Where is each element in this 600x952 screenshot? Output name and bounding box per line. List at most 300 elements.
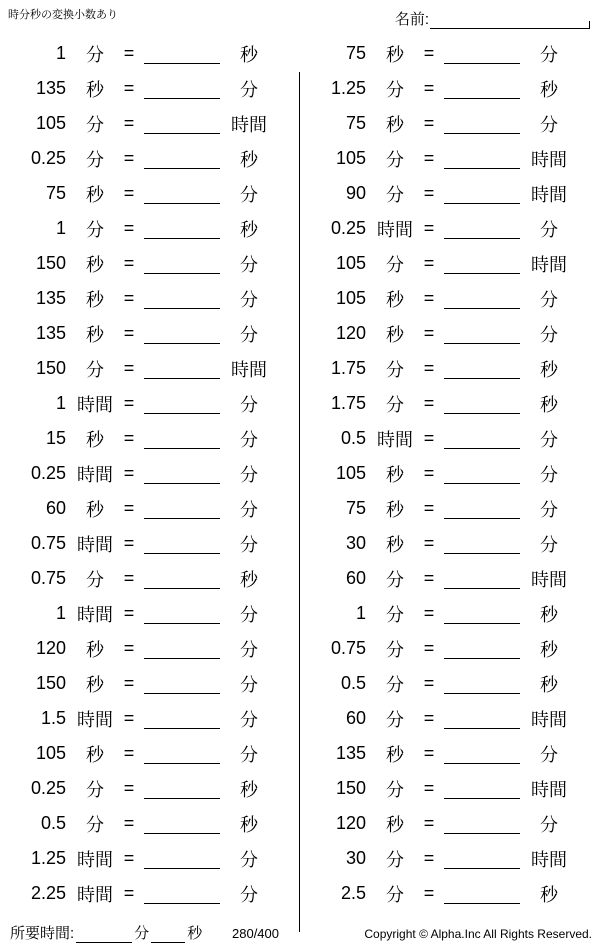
- problem-value: 150: [35, 358, 66, 378]
- problem-unit: 分: [86, 149, 104, 170]
- answer-unit: 分: [240, 184, 258, 205]
- answer-unit: 秒: [240, 149, 258, 170]
- answer-input-line[interactable]: [444, 464, 520, 484]
- answer-input-line[interactable]: [444, 114, 520, 134]
- answer-input-line[interactable]: [144, 149, 220, 169]
- answer-unit: 分: [240, 464, 258, 485]
- answer-unit: 秒: [540, 884, 558, 905]
- problem-value: 0.25: [30, 778, 66, 798]
- problem-value: 120: [35, 638, 66, 658]
- equals-sign: =: [423, 288, 435, 308]
- answer-input-line[interactable]: [444, 184, 520, 204]
- answer-input-line[interactable]: [144, 709, 220, 729]
- problem-row: [300, 806, 600, 841]
- answer-unit: 分: [240, 604, 258, 625]
- problem-unit: 時間: [377, 219, 413, 240]
- problem-unit: 秒: [86, 184, 104, 205]
- answer-unit: 時間: [531, 254, 567, 275]
- problem-row: [300, 281, 600, 316]
- problem-row: [0, 666, 300, 701]
- equals-sign: =: [123, 43, 135, 63]
- problem-value: 90: [345, 183, 366, 203]
- answer-unit: 分: [240, 324, 258, 345]
- problem-unit: 分: [386, 359, 404, 380]
- problem-row: [300, 141, 600, 176]
- time-taken-label: 所要時間:: [10, 925, 75, 942]
- equals-sign: =: [123, 358, 135, 378]
- answer-input-line[interactable]: [144, 289, 220, 309]
- equals-sign: =: [423, 778, 435, 798]
- problem-value: 1: [355, 603, 366, 623]
- answer-unit: 分: [540, 429, 558, 450]
- worksheet-footer: [0, 914, 600, 952]
- answer-unit: 秒: [240, 569, 258, 590]
- problem-row: [0, 386, 300, 421]
- answer-unit: 秒: [540, 79, 558, 100]
- answer-input-line[interactable]: [144, 464, 220, 484]
- problem-value: 135: [35, 78, 66, 98]
- problem-value: 75: [345, 498, 366, 518]
- answer-input-line[interactable]: [144, 219, 220, 239]
- problem-value: 1.5: [40, 708, 66, 728]
- answer-input-line[interactable]: [144, 884, 220, 904]
- problem-unit: 時間: [77, 849, 113, 870]
- problem-row: [0, 421, 300, 456]
- answer-unit: 時間: [231, 359, 267, 380]
- problem-row: [300, 596, 600, 631]
- problem-unit: 秒: [86, 289, 104, 310]
- answer-input-line[interactable]: [444, 569, 520, 589]
- problem-unit: 秒: [386, 44, 404, 65]
- problem-value: 0.5: [340, 673, 366, 693]
- equals-sign: =: [423, 428, 435, 448]
- problem-value: 105: [335, 288, 366, 308]
- answer-input-line[interactable]: [444, 44, 520, 64]
- problem-row: [0, 841, 300, 876]
- problem-unit: 秒: [386, 814, 404, 835]
- answer-unit: 分: [540, 44, 558, 65]
- problem-unit: 分: [386, 849, 404, 870]
- problem-row: [0, 36, 300, 71]
- problem-row: [0, 316, 300, 351]
- problem-value: 0.25: [30, 463, 66, 483]
- problem-value: 120: [335, 323, 366, 343]
- answer-unit: 分: [240, 534, 258, 555]
- problem-row: [300, 71, 600, 106]
- problem-unit: 秒: [86, 429, 104, 450]
- answer-unit: 分: [540, 464, 558, 485]
- problem-unit: 分: [386, 254, 404, 275]
- answer-input-line[interactable]: [444, 429, 520, 449]
- problem-row: [300, 176, 600, 211]
- equals-sign: =: [423, 498, 435, 518]
- equals-sign: =: [423, 673, 435, 693]
- equals-sign: =: [123, 113, 135, 133]
- equals-sign: =: [423, 568, 435, 588]
- answer-unit: 時間: [531, 849, 567, 870]
- problem-row: [0, 176, 300, 211]
- problem-unit: 秒: [86, 499, 104, 520]
- problem-unit: 秒: [86, 79, 104, 100]
- problem-row: [0, 106, 300, 141]
- problem-value: 105: [335, 148, 366, 168]
- equals-sign: =: [123, 148, 135, 168]
- answer-input-line[interactable]: [144, 744, 220, 764]
- problem-value: 150: [35, 253, 66, 273]
- answer-input-line[interactable]: [444, 289, 520, 309]
- problem-unit: 時間: [77, 884, 113, 905]
- equals-sign: =: [123, 568, 135, 588]
- problem-row: [0, 736, 300, 771]
- equals-sign: =: [123, 218, 135, 238]
- answer-unit: 分: [540, 814, 558, 835]
- problem-row: [300, 771, 600, 806]
- answer-unit: 秒: [240, 44, 258, 65]
- answer-input-line[interactable]: [144, 674, 220, 694]
- problem-row: [300, 386, 600, 421]
- answer-unit: 分: [540, 534, 558, 555]
- problem-value: 150: [335, 778, 366, 798]
- answer-unit: 分: [240, 639, 258, 660]
- problem-row: [300, 841, 600, 876]
- problem-row: [300, 526, 600, 561]
- equals-sign: =: [123, 533, 135, 553]
- time-seconds-unit: 秒: [187, 925, 203, 942]
- problem-unit: 分: [86, 44, 104, 65]
- answer-unit: 秒: [240, 814, 258, 835]
- problem-row: [300, 561, 600, 596]
- answer-input-line[interactable]: [444, 779, 520, 799]
- answer-unit: 分: [240, 394, 258, 415]
- problem-unit: 分: [86, 779, 104, 800]
- problem-value: 105: [35, 743, 66, 763]
- answer-input-line[interactable]: [444, 814, 520, 834]
- problem-row: [300, 701, 600, 736]
- answer-input-line[interactable]: [444, 149, 520, 169]
- answer-unit: 分: [240, 289, 258, 310]
- problem-row: [300, 876, 600, 911]
- equals-sign: =: [123, 638, 135, 658]
- problem-row: [300, 421, 600, 456]
- problem-value: 0.25: [330, 218, 366, 238]
- name-input-line[interactable]: [430, 12, 590, 29]
- problem-row: [300, 736, 600, 771]
- problem-unit: 分: [86, 569, 104, 590]
- problem-value: 0.5: [40, 813, 66, 833]
- problem-row: [300, 316, 600, 351]
- equals-sign: =: [123, 673, 135, 693]
- answer-input-line[interactable]: [144, 639, 220, 659]
- problem-value: 60: [345, 568, 366, 588]
- problem-value: 135: [335, 743, 366, 763]
- equals-sign: =: [123, 848, 135, 868]
- page-count: 280/400: [232, 926, 279, 941]
- answer-unit: 時間: [531, 569, 567, 590]
- answer-input-line[interactable]: [144, 429, 220, 449]
- equals-sign: =: [423, 848, 435, 868]
- problem-value: 0.25: [30, 148, 66, 168]
- problem-unit: 秒: [386, 114, 404, 135]
- answer-input-line[interactable]: [144, 254, 220, 274]
- problem-value: 1: [55, 218, 66, 238]
- problem-unit: 秒: [386, 744, 404, 765]
- answer-input-line[interactable]: [144, 779, 220, 799]
- problem-row: [0, 876, 300, 911]
- answer-input-line[interactable]: [144, 44, 220, 64]
- problem-unit: 時間: [77, 394, 113, 415]
- answer-unit: 分: [240, 849, 258, 870]
- problem-row: [300, 36, 600, 71]
- equals-sign: =: [423, 533, 435, 553]
- answer-unit: 分: [240, 674, 258, 695]
- problem-value: 15: [45, 428, 66, 448]
- answer-unit: 分: [240, 429, 258, 450]
- problem-row: [0, 806, 300, 841]
- problem-value: 105: [335, 463, 366, 483]
- problem-unit: 秒: [386, 289, 404, 310]
- equals-sign: =: [423, 183, 435, 203]
- answer-input-line[interactable]: [444, 219, 520, 239]
- answer-input-line[interactable]: [144, 324, 220, 344]
- answer-input-line[interactable]: [444, 709, 520, 729]
- name-label: 名前:: [394, 11, 429, 28]
- problem-unit: 秒: [386, 499, 404, 520]
- equals-sign: =: [423, 393, 435, 413]
- equals-sign: =: [423, 323, 435, 343]
- equals-sign: =: [123, 883, 135, 903]
- answer-unit: 分: [540, 114, 558, 135]
- problem-unit: 秒: [86, 674, 104, 695]
- problem-unit: 分: [386, 674, 404, 695]
- answer-input-line[interactable]: [144, 534, 220, 554]
- equals-sign: =: [423, 743, 435, 763]
- equals-sign: =: [423, 78, 435, 98]
- answer-input-line[interactable]: [144, 79, 220, 99]
- problem-unit: 秒: [386, 534, 404, 555]
- answer-unit: 分: [540, 499, 558, 520]
- answer-input-line[interactable]: [444, 639, 520, 659]
- answer-unit: 時間: [531, 184, 567, 205]
- problem-row: [300, 351, 600, 386]
- problem-unit: 時間: [77, 464, 113, 485]
- answer-unit: 分: [540, 219, 558, 240]
- answer-unit: 秒: [240, 219, 258, 240]
- problem-value: 60: [345, 708, 366, 728]
- problem-unit: 秒: [86, 744, 104, 765]
- equals-sign: =: [123, 463, 135, 483]
- answer-unit: 分: [240, 79, 258, 100]
- time-seconds-input[interactable]: [151, 925, 185, 943]
- answer-input-line[interactable]: [144, 814, 220, 834]
- answer-unit: 分: [540, 744, 558, 765]
- answer-input-line[interactable]: [444, 674, 520, 694]
- copyright-notice: Copyright © Alpha.Inc All Rights Reserved.: [364, 927, 592, 941]
- equals-sign: =: [423, 883, 435, 903]
- answer-input-line[interactable]: [444, 849, 520, 869]
- problem-value: 135: [35, 288, 66, 308]
- problem-row: [0, 771, 300, 806]
- answer-unit: 時間: [231, 114, 267, 135]
- problem-row: [0, 491, 300, 526]
- equals-sign: =: [123, 743, 135, 763]
- problem-unit: 分: [386, 394, 404, 415]
- problem-unit: 分: [86, 814, 104, 835]
- problem-value: 105: [335, 253, 366, 273]
- problem-row: [300, 631, 600, 666]
- problem-row: [0, 351, 300, 386]
- problem-column-left: [0, 34, 300, 916]
- problem-value: 75: [45, 183, 66, 203]
- answer-input-line[interactable]: [444, 884, 520, 904]
- problem-column-right: [300, 34, 600, 916]
- problem-unit: 秒: [86, 324, 104, 345]
- problem-value: 105: [35, 113, 66, 133]
- answer-input-line[interactable]: [444, 359, 520, 379]
- answer-input-line[interactable]: [444, 324, 520, 344]
- answer-input-line[interactable]: [144, 499, 220, 519]
- problem-value: 1: [55, 603, 66, 623]
- problem-row: [0, 596, 300, 631]
- answer-unit: 分: [240, 499, 258, 520]
- answer-unit: 分: [240, 744, 258, 765]
- page-title: 時分秒の変換小数あり: [8, 9, 118, 21]
- answer-input-line[interactable]: [144, 114, 220, 134]
- answer-input-line[interactable]: [444, 499, 520, 519]
- equals-sign: =: [423, 253, 435, 273]
- problem-value: 0.75: [30, 533, 66, 553]
- problem-row: [0, 456, 300, 491]
- answer-unit: 秒: [540, 604, 558, 625]
- problem-unit: 分: [386, 184, 404, 205]
- problem-unit: 秒: [386, 464, 404, 485]
- time-minutes-input[interactable]: [76, 925, 132, 943]
- equals-sign: =: [423, 638, 435, 658]
- problem-unit: 時間: [377, 429, 413, 450]
- equals-sign: =: [123, 183, 135, 203]
- answer-input-line[interactable]: [144, 849, 220, 869]
- problem-value: 0.5: [340, 428, 366, 448]
- problem-row: [0, 71, 300, 106]
- equals-sign: =: [423, 358, 435, 378]
- problem-value: 0.75: [330, 638, 366, 658]
- worksheet-header: [0, 0, 600, 34]
- equals-sign: =: [123, 253, 135, 273]
- problem-value: 60: [45, 498, 66, 518]
- answer-unit: 秒: [540, 359, 558, 380]
- answer-input-line[interactable]: [144, 394, 220, 414]
- problem-unit: 分: [386, 779, 404, 800]
- problem-row: [300, 211, 600, 246]
- problem-unit: 分: [386, 604, 404, 625]
- equals-sign: =: [423, 463, 435, 483]
- problem-value: 120: [335, 813, 366, 833]
- answer-unit: 分: [240, 709, 258, 730]
- problem-unit: 分: [386, 709, 404, 730]
- equals-sign: =: [423, 218, 435, 238]
- problem-value: 30: [345, 533, 366, 553]
- problem-unit: 秒: [386, 324, 404, 345]
- problem-unit: 分: [86, 359, 104, 380]
- equals-sign: =: [123, 323, 135, 343]
- name-line-end-tick: [589, 21, 590, 29]
- problem-unit: 時間: [77, 604, 113, 625]
- answer-input-line[interactable]: [144, 184, 220, 204]
- problem-value: 135: [35, 323, 66, 343]
- equals-sign: =: [423, 148, 435, 168]
- equals-sign: =: [423, 43, 435, 63]
- equals-sign: =: [123, 288, 135, 308]
- problem-row: [0, 561, 300, 596]
- answer-unit: 分: [540, 289, 558, 310]
- problem-unit: 分: [386, 79, 404, 100]
- equals-sign: =: [123, 428, 135, 448]
- equals-sign: =: [123, 603, 135, 623]
- equals-sign: =: [123, 708, 135, 728]
- answer-unit: 時間: [531, 709, 567, 730]
- problem-row: [0, 701, 300, 736]
- problem-unit: 時間: [77, 534, 113, 555]
- answer-input-line[interactable]: [444, 394, 520, 414]
- problem-row: [300, 106, 600, 141]
- answer-unit: 時間: [531, 149, 567, 170]
- answer-input-line[interactable]: [144, 604, 220, 624]
- problem-value: 0.75: [30, 568, 66, 588]
- problem-unit: 分: [386, 569, 404, 590]
- answer-input-line[interactable]: [444, 79, 520, 99]
- problem-row: [0, 526, 300, 561]
- answer-input-line[interactable]: [144, 569, 220, 589]
- answer-input-line[interactable]: [444, 604, 520, 624]
- answer-unit: 時間: [531, 779, 567, 800]
- problem-value: 30: [345, 848, 366, 868]
- problem-value: 1.75: [330, 358, 366, 378]
- answer-input-line[interactable]: [444, 744, 520, 764]
- equals-sign: =: [423, 603, 435, 623]
- problem-unit: 分: [86, 219, 104, 240]
- problem-unit: 時間: [77, 709, 113, 730]
- time-taken-group: [10, 922, 202, 943]
- problem-unit: 分: [386, 149, 404, 170]
- answer-input-line[interactable]: [144, 359, 220, 379]
- answer-unit: 秒: [540, 639, 558, 660]
- name-field-group: [395, 8, 590, 29]
- problem-row: [300, 246, 600, 281]
- problem-unit: 秒: [86, 639, 104, 660]
- problem-row: [0, 281, 300, 316]
- answer-unit: 秒: [240, 779, 258, 800]
- equals-sign: =: [123, 778, 135, 798]
- problem-value: 75: [345, 113, 366, 133]
- problem-row: [0, 141, 300, 176]
- problem-row: [0, 631, 300, 666]
- problem-value: 1: [55, 393, 66, 413]
- problem-value: 1.25: [330, 78, 366, 98]
- answer-input-line[interactable]: [444, 254, 520, 274]
- problem-row: [0, 246, 300, 281]
- problem-row: [300, 666, 600, 701]
- answer-unit: 秒: [540, 394, 558, 415]
- equals-sign: =: [123, 393, 135, 413]
- problem-unit: 分: [386, 639, 404, 660]
- equals-sign: =: [423, 113, 435, 133]
- answer-input-line[interactable]: [444, 534, 520, 554]
- equals-sign: =: [423, 813, 435, 833]
- problem-unit: 分: [86, 114, 104, 135]
- problem-value: 2.5: [340, 883, 366, 903]
- answer-unit: 秒: [540, 674, 558, 695]
- problem-value: 2.25: [30, 883, 66, 903]
- time-minutes-unit: 分: [134, 925, 150, 942]
